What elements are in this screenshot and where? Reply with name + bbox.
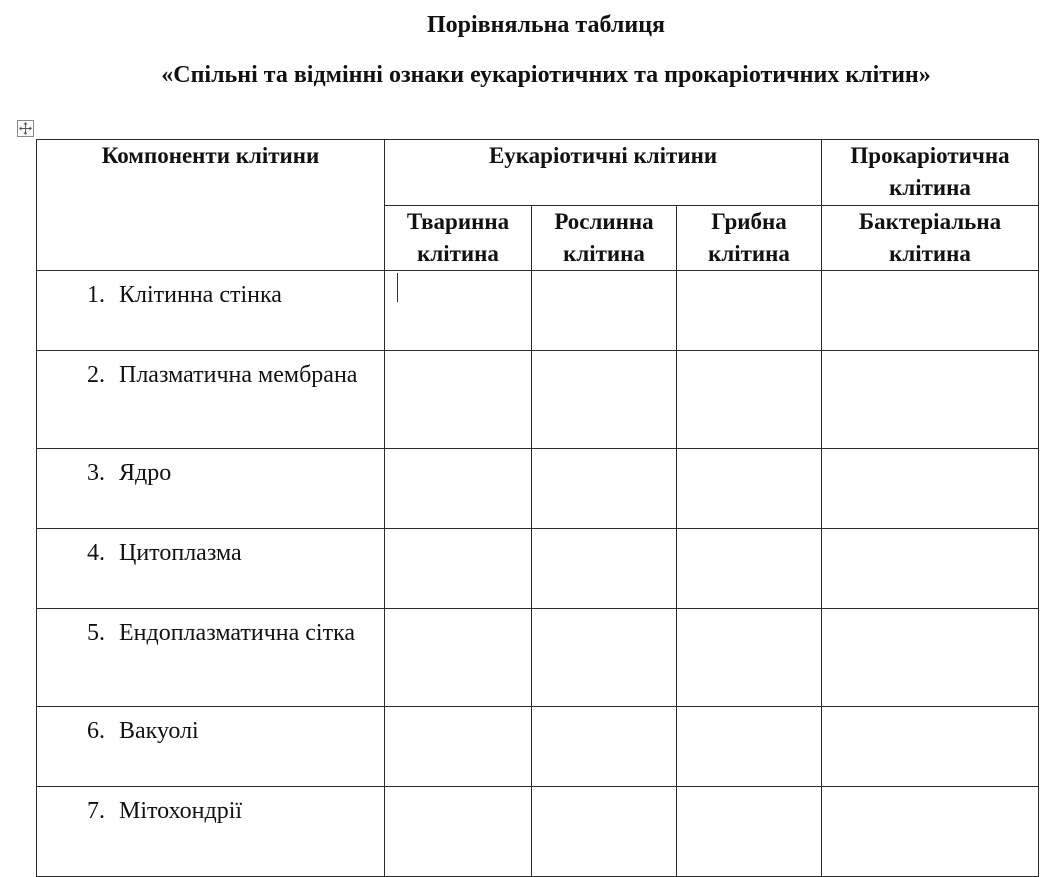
table-cell[interactable]	[677, 787, 822, 877]
plant-cell-header-cell[interactable]	[532, 206, 677, 271]
eukaryotic-header-cell[interactable]	[385, 140, 822, 206]
row-number: 2.	[87, 362, 105, 388]
table-cell[interactable]	[385, 271, 532, 351]
table-cell[interactable]	[677, 609, 822, 707]
row-label: Цитоплазма	[119, 540, 242, 566]
table-row	[37, 351, 1039, 449]
table-cell[interactable]	[532, 787, 677, 877]
row-label: Мітохондрії	[119, 798, 243, 824]
fungal-cell-header: Грибна клітина	[708, 209, 790, 266]
row-label: Плазматична мембрана	[119, 362, 358, 388]
row-number: 7.	[87, 798, 105, 824]
table-cell[interactable]	[822, 449, 1039, 529]
row-number: 3.	[87, 460, 105, 486]
table-cell[interactable]	[385, 529, 532, 609]
row-label-cell[interactable]	[37, 787, 385, 877]
table-cell[interactable]	[532, 529, 677, 609]
components-header-cell[interactable]	[37, 140, 385, 271]
eukaryotic-header: Еукаріотичні клітини	[488, 143, 718, 168]
row-number: 5.	[87, 620, 105, 646]
plant-cell-header: Рослинна клітина	[554, 209, 654, 266]
table-cell[interactable]	[822, 351, 1039, 449]
table-cell[interactable]	[677, 449, 822, 529]
table-cell[interactable]	[822, 271, 1039, 351]
row-label: Ендоплазматична сітка	[119, 620, 356, 646]
document-title: Порівняльна таблиця	[426, 12, 666, 38]
table-cell[interactable]	[822, 529, 1039, 609]
table-cell[interactable]	[822, 609, 1039, 707]
table-cell[interactable]	[822, 707, 1039, 787]
table-cell[interactable]	[385, 787, 532, 877]
table-cell[interactable]	[385, 707, 532, 787]
row-label: Ядро	[119, 460, 172, 486]
row-label-cell[interactable]	[37, 449, 385, 529]
table-row	[37, 271, 1039, 351]
row-label: Вакуолі	[119, 718, 199, 744]
table-cell[interactable]	[677, 271, 822, 351]
row-label-cell[interactable]	[37, 529, 385, 609]
table-cell[interactable]	[677, 351, 822, 449]
animal-cell-header: Тваринна клітина	[406, 209, 510, 266]
row-number: 6.	[87, 718, 105, 744]
row-label-cell[interactable]	[37, 609, 385, 707]
table-cell[interactable]	[385, 609, 532, 707]
row-label: Клітинна стінка	[119, 282, 282, 308]
document-subtitle: «Спільні та відмінні ознаки еукаріотичних та прокаріотичних клітин»	[161, 62, 931, 88]
table-cell[interactable]	[532, 271, 677, 351]
bacterial-cell-header: Бактеріальна клітина	[858, 209, 1002, 266]
prokaryotic-header: Прокаріотична клітина	[850, 143, 1010, 200]
components-header: Компоненти клітини	[101, 143, 320, 168]
table-row	[37, 787, 1039, 877]
table-row	[37, 449, 1039, 529]
fungal-cell-header-cell[interactable]	[677, 206, 822, 271]
table-cell[interactable]	[532, 351, 677, 449]
comparison-table	[36, 139, 1039, 877]
table-row	[37, 529, 1039, 609]
table-row	[37, 609, 1039, 707]
table-cell[interactable]	[385, 351, 532, 449]
table-cell[interactable]	[532, 609, 677, 707]
table-cell[interactable]	[677, 707, 822, 787]
table-cell[interactable]	[532, 707, 677, 787]
row-number: 4.	[87, 540, 105, 566]
table-cell[interactable]	[532, 449, 677, 529]
row-number: 1.	[87, 282, 105, 308]
table-cell[interactable]	[677, 529, 822, 609]
bacterial-cell-header-cell[interactable]	[822, 206, 1039, 271]
row-label-cell[interactable]	[37, 707, 385, 787]
row-label-cell[interactable]	[37, 271, 385, 351]
table-cell[interactable]	[822, 787, 1039, 877]
animal-cell-header-cell[interactable]	[385, 206, 532, 271]
table-cell[interactable]	[385, 449, 532, 529]
table-move-handle-icon[interactable]	[17, 120, 34, 137]
text-cursor	[397, 273, 398, 302]
header-row-groups	[37, 140, 1039, 206]
row-label-cell[interactable]	[37, 351, 385, 449]
prokaryotic-header-cell[interactable]	[822, 140, 1039, 206]
table-row	[37, 707, 1039, 787]
